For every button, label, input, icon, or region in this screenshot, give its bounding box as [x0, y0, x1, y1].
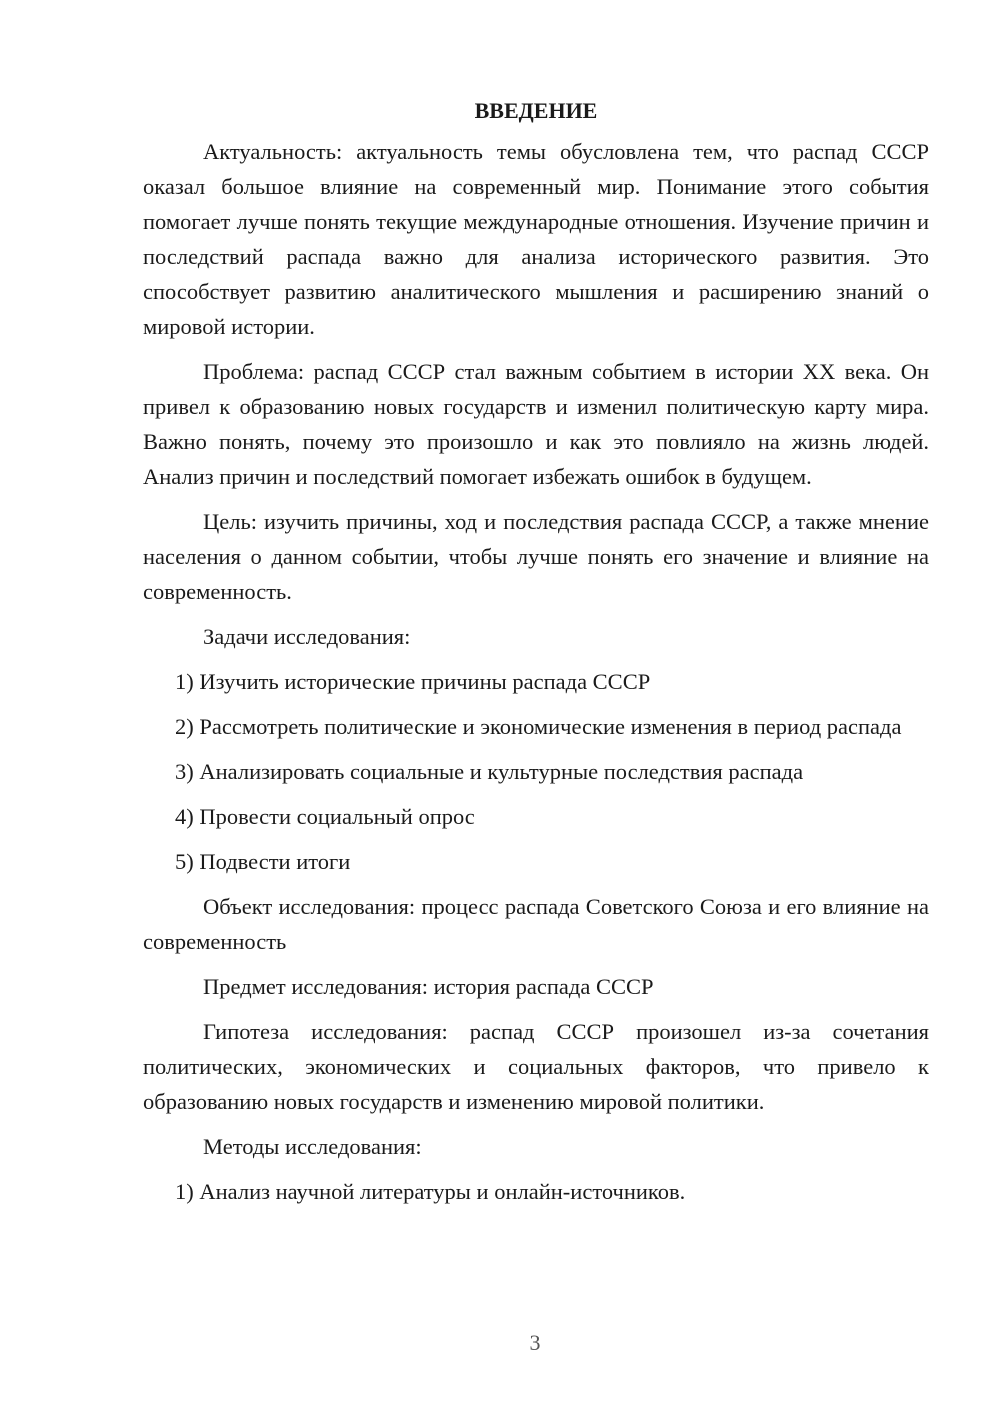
task-item-4: 4) Провести социальный опрос — [175, 804, 475, 829]
hypothesis-paragraph: Гипотеза исследования: распад СССР произошел из-за сочетания политических, экономических и социальных факторов, что привело к образованию новых государств и изменению мировой политики. — [143, 1019, 929, 1114]
problem-paragraph: Проблема: распад СССР стал важным событием в истории XX века. Он привел к образованию новых государств и изменил политическую карту мира. Важно понять, почему это произошло и как это повлияло на жизнь людей. Анализ причин и последствий помогает избежать ошибок в будущем. — [143, 359, 929, 489]
task-item-1: 1) Изучить исторические причины распада СССР — [175, 669, 651, 694]
page-number: 3 — [529, 1330, 541, 1355]
task-item-5: 5) Подвести итоги — [175, 849, 351, 874]
method-item-1: 1) Анализ научной литературы и онлайн-источников. — [175, 1179, 686, 1204]
subject-paragraph: Предмет исследования: история распада СССР — [203, 974, 654, 999]
methods-heading: Методы исследования: — [203, 1134, 422, 1159]
document-page — [143, 96, 929, 1219]
task-item-2: 2) Рассмотреть политические и экономические изменения в период распада — [175, 714, 902, 739]
object-paragraph: Объект исследования: процесс распада Советского Союза и его влияние на современность — [143, 894, 929, 954]
goal-paragraph: Цель: изучить причины, ход и последствия распада СССР, а также мнение населения о данном событии, чтобы лучше понять его значение и влияние на современность. — [143, 509, 929, 604]
tasks-heading: Задачи исследования: — [203, 624, 411, 649]
task-item-3: 3) Анализировать социальные и культурные последствия распада — [175, 759, 804, 784]
page-title: ВВЕДЕНИЕ — [474, 98, 598, 123]
relevance-paragraph: Актуальность: актуальность темы обусловлена тем, что распад СССР оказал большое влияние на современный мир. Понимание этого события помогает лучше понять текущие международные отношения. Изучение причин и последствий распада важно для анализа исторического развития. Это способствует развитию аналитического мышления и расширению знаний о мировой истории. — [143, 139, 929, 339]
